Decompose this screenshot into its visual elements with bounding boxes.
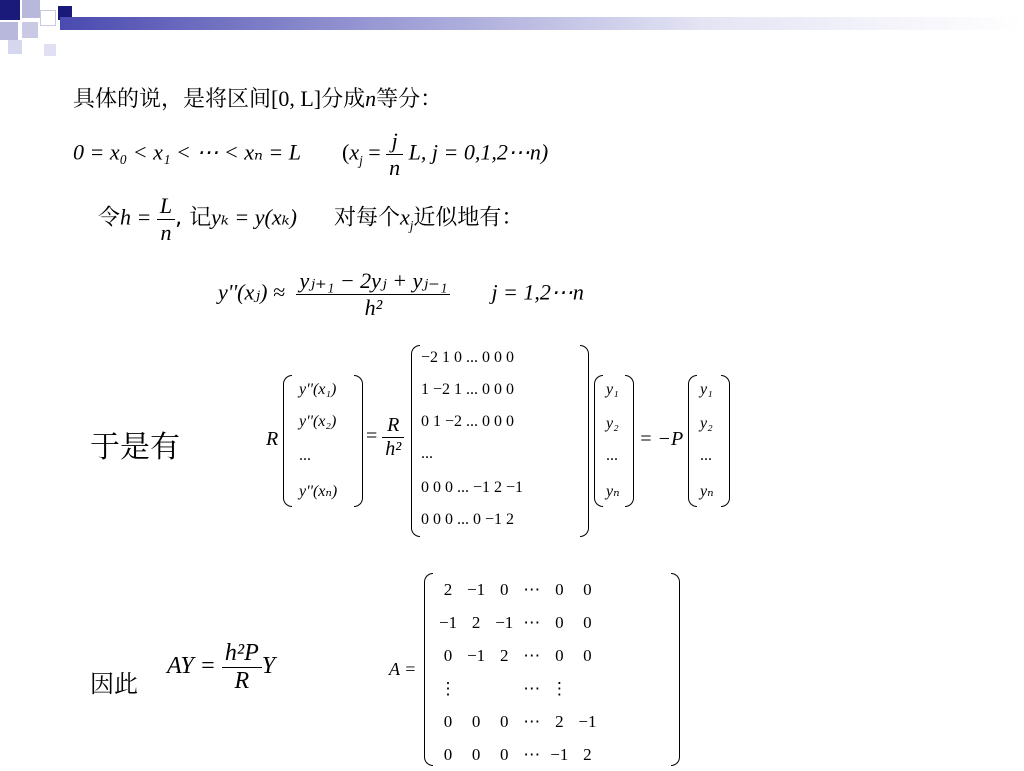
j-range: j = 1,2⋯n — [491, 279, 584, 305]
xj-sub: j — [359, 152, 363, 168]
frac-num: j — [386, 128, 403, 155]
matrix-row: ... — [421, 445, 433, 462]
vec-entry: ... — [299, 447, 311, 464]
intro-middle: 分成 — [321, 87, 366, 112]
a-cell: 0 — [443, 744, 453, 764]
ji-text: , 记 — [175, 205, 212, 231]
frac-num: R — [382, 414, 404, 438]
approx-lhs: y''(xⱼ) ≈ — [218, 279, 285, 305]
intro-suffix: 等分： — [376, 87, 443, 112]
a-cell — [490, 672, 518, 705]
frac-den: h² — [385, 438, 402, 460]
desc-xj-sub: j — [409, 217, 414, 233]
vec-entry: y''(xₙ) — [299, 483, 338, 500]
eq-sign: = — [362, 139, 387, 165]
a-cell: ⋯ — [523, 711, 541, 731]
a-cell: 2 — [471, 612, 481, 632]
vec-entry: yₙ — [700, 483, 714, 500]
a-cell: 0 — [471, 744, 481, 764]
r-factor — [266, 428, 278, 451]
a-cell: −1 — [495, 612, 514, 632]
a-cell: 2 — [443, 579, 453, 599]
desc-a: 对每个 — [333, 205, 400, 231]
r-over-h2 — [366, 414, 404, 461]
a-cell: 0 — [583, 612, 592, 632]
intro-prefix: 具体的说，是将区间 — [73, 87, 272, 112]
y-vector — [594, 375, 634, 507]
vec-entry: y''(x₂) — [299, 413, 337, 430]
ling-text: 令 — [98, 205, 121, 231]
l-over-n-fraction — [157, 193, 175, 246]
a-cell: 0 — [555, 645, 564, 665]
frac-num: h²P — [222, 640, 262, 668]
matrix-row: 0 1 −2 ... 0 0 0 — [421, 413, 515, 430]
therefore-label: 于是有 — [90, 430, 180, 465]
rhs-y-vector — [688, 375, 730, 507]
a-cell: ⋯ — [523, 579, 541, 599]
a-cell: −1 — [578, 711, 597, 731]
h-def: h = — [120, 204, 157, 230]
partition-line — [73, 128, 548, 181]
frac-den: h² — [364, 295, 383, 320]
second-derivative-approx — [218, 268, 584, 321]
r-h2-fraction — [382, 414, 404, 461]
lhs-derivative-vector — [283, 375, 363, 507]
a-matrix — [424, 573, 680, 766]
a-cell: 0 — [443, 711, 453, 731]
xj-var: x — [349, 139, 360, 165]
desc-b: 近似地有： — [413, 205, 524, 231]
a-cell: 0 — [583, 645, 592, 665]
a-cell: 2 — [555, 711, 564, 731]
partition-tail: L, j = 0,1,2⋯n) — [408, 139, 549, 165]
difference-fraction — [296, 268, 450, 321]
hence-label: 因此 — [90, 670, 138, 698]
a-cell: 0 — [583, 579, 592, 599]
matrix-row: 0 0 0 ... 0 −1 2 — [421, 511, 515, 528]
a-cell: ⋯ — [523, 645, 541, 665]
tridiagonal-matrix — [411, 345, 589, 537]
final-equation — [167, 640, 275, 695]
header-gradient-bar — [60, 17, 1024, 30]
vec-entry: ... — [700, 447, 712, 464]
frac-den: n — [160, 220, 172, 245]
vec-entry: y₁ — [700, 381, 713, 398]
a-cell: −1 — [467, 579, 486, 599]
yk-def: yₖ = y(xₖ) — [211, 204, 297, 230]
step-definition-line — [98, 193, 523, 246]
a-cell: 0 — [555, 579, 564, 599]
ay-lhs: AY = — [167, 653, 216, 680]
vec-entry: ... — [606, 447, 618, 464]
frac-num: yⱼ₊₁ − 2yⱼ + yⱼ₋₁ — [296, 268, 450, 295]
a-cell: −1 — [467, 645, 486, 665]
a-cell: ⋮ — [439, 678, 457, 698]
a-cell: −1 — [550, 744, 569, 764]
intro-sentence — [73, 82, 442, 113]
a-cell: 0 — [499, 711, 509, 731]
a-cell: ⋯ — [523, 678, 541, 698]
a-cell: 0 — [555, 612, 564, 632]
open-paren: ( — [341, 139, 350, 165]
a-label: A = — [389, 659, 417, 679]
interval-expr: [0, L] — [271, 86, 322, 111]
h2p-over-r-fraction — [222, 640, 262, 695]
a-cell: 2 — [583, 744, 592, 764]
matrix-row: 1 −2 1 ... 0 0 0 — [421, 381, 515, 398]
a-cell: −1 — [439, 612, 458, 632]
vec-entry: y''(x₁) — [299, 381, 337, 398]
a-cell: ⋮ — [550, 678, 568, 698]
frac-den: R — [234, 668, 250, 694]
a-cell: 0 — [471, 711, 481, 731]
a-cell — [573, 672, 601, 705]
frac-den: n — [389, 155, 401, 180]
vec-entry: y₂ — [606, 415, 619, 432]
j-over-n-fraction — [386, 128, 403, 181]
matrix-row: 0 0 0 ... −1 2 −1 — [421, 479, 524, 496]
a-cell: 0 — [443, 645, 453, 665]
intro-var: n — [365, 86, 377, 111]
desc-xj: x — [399, 204, 410, 230]
a-cell: 2 — [499, 645, 509, 665]
r-symbol: R — [266, 428, 279, 450]
partition-expr: 0 = x₀ < x₁ < ⋯ < xₙ = L — [73, 139, 301, 165]
a-cell: ⋯ — [523, 744, 541, 764]
a-cell — [462, 672, 490, 705]
matrix-row: −2 1 0 ... 0 0 0 — [421, 349, 515, 366]
y-tail: Y — [261, 653, 276, 680]
a-cell: 0 — [499, 579, 509, 599]
frac-num: L — [157, 193, 175, 220]
minus-p-factor: = −P — [639, 428, 684, 450]
vec-entry: y₂ — [700, 415, 713, 432]
vec-entry: yₙ — [606, 483, 620, 500]
equals-sign: = — [366, 425, 378, 448]
a-cell: ⋯ — [523, 612, 541, 632]
a-cell: 0 — [499, 744, 509, 764]
vec-entry: y₁ — [606, 381, 619, 398]
